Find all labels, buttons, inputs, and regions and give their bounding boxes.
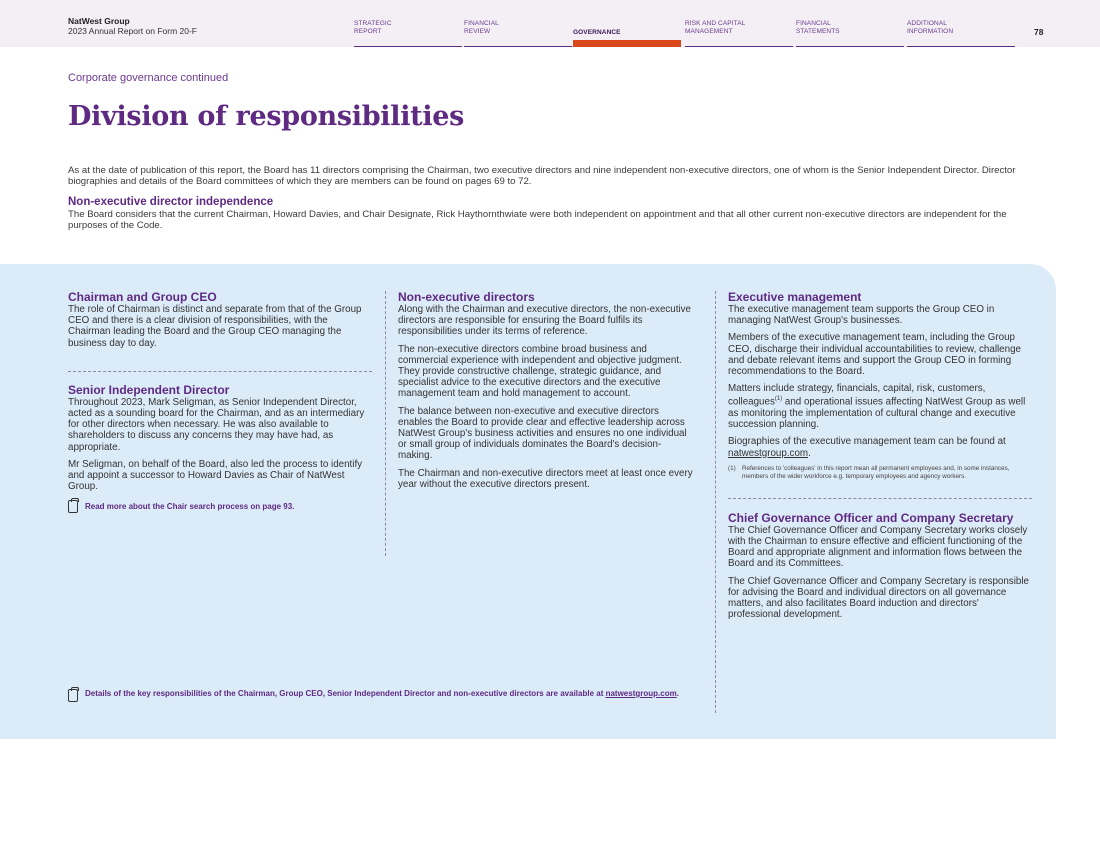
executive-p4 (728, 436, 1032, 458)
document-icon (68, 689, 78, 702)
nav-label: RISK AND CAPITAL (685, 20, 746, 27)
nav-label: REVIEW (464, 27, 491, 35)
document-icon (68, 500, 78, 513)
key-responsibilities-link[interactable] (68, 689, 708, 702)
non-executive-p1: Along with the Chairman and executive directors, the non-executive directors are responsible for ensuring the Board fulfils its responsibilities under its terms of reference. (398, 304, 691, 338)
non-executive-heading: Non-executive directors (398, 290, 535, 304)
chairman-ceo-heading: Chairman and Group CEO (68, 290, 217, 304)
natwestgroup-link[interactable]: natwestgroup.com (605, 689, 677, 698)
nav-label: ADDITIONAL (907, 20, 948, 27)
column-chairman (68, 291, 372, 513)
executive-heading: Executive management (728, 290, 862, 304)
footnote-ref: (1) (774, 396, 783, 403)
report-title: 2023 Annual Report on Form 20-F (68, 26, 197, 36)
nav-label: GOVERNANCE (573, 29, 621, 36)
footnote (728, 465, 1032, 481)
cgo-heading: Chief Governance Officer and Company Secretary (728, 510, 1014, 525)
page-title: Division of responsibilities (68, 101, 465, 132)
breadcrumb: Corporate governance continued (68, 72, 229, 84)
divider (68, 371, 372, 372)
executive-p3-text: and operational issues affecting NatWest Group as well as monitoring the implementation of cultural change and executive succession planning. (728, 396, 1026, 431)
nav-label: INFORMATION (907, 27, 954, 35)
nav-strategic-report[interactable] (354, 20, 462, 47)
natwestgroup-link[interactable]: natwestgroup.com (728, 447, 809, 459)
page-number: 78 (1034, 27, 1044, 37)
divider (728, 498, 1032, 499)
nav-financial-review[interactable] (464, 20, 572, 47)
senior-independent-p2: Mr Seligman, on behalf of the Board, also led the process to identify and appoint a successor to Howard Davies as Chair of NatWest Group. (68, 458, 363, 493)
nav-financial-statements[interactable] (796, 20, 904, 47)
brand (68, 16, 197, 37)
chair-search-link-text: Read more about the Chair search process on page 93. (85, 502, 295, 512)
nav-governance[interactable] (573, 20, 681, 47)
executive-p4-text: Biographies of the executive management team can be found at (728, 436, 1006, 448)
non-executive-p4: The Chairman and non-executive directors meet at least once every year without the executive directors present. (398, 467, 693, 490)
nav-label: REPORT (354, 27, 382, 35)
chair-search-link[interactable] (68, 500, 372, 513)
footnote-mark: (1) (728, 464, 736, 472)
details-text: Details of the key responsibilities of the Chairman, Group CEO, Senior Independent Director and non-executive directors are available at (85, 689, 606, 698)
independence-text: The Board considers that the current Chairman, Howard Davies, and Chair Designate, Rick Haythornthwiate were both independent on appointment and that all other current non-executive directors are independent for the purposes of the Code. (68, 208, 1007, 232)
details-end: . (676, 689, 679, 698)
column-divider (385, 291, 386, 556)
footnote-text: References to 'colleagues' in this report mean all permanent employees and, in some instances, members of the wider workforce e.g. temporary employees and agency workers. (742, 464, 1010, 480)
executive-p3 (728, 383, 1032, 430)
non-executive-p2: The non-executive directors combine broad business and commercial experience with independent and objective judgment. They provide constructive challenge, strategic guidance, and specialist advice to the executive directors and the executive management team and hold management to account. (398, 343, 682, 400)
column-divider (715, 291, 716, 713)
column-non-executive (398, 291, 693, 496)
non-executive-p3: The balance between non-executive and executive directors enables the Board to provide clear and effective leadership across NatWest Group's business activities and ensures no one individual or small group of individuals dominates the Board's decision-making. (398, 405, 687, 462)
chairman-ceo-text: The role of Chairman is distinct and separate from that of the Group CEO and there is a clear division of responsibilities, with the Chairman leading the Board and the Group CEO managing the business day to day. (68, 304, 362, 349)
nav-risk-capital-management[interactable] (685, 20, 793, 47)
column-executive (728, 291, 1032, 626)
executive-p2: Members of the executive management team, including the Group CEO, discharge their individual accountabilities to review, challenge and debate relevant items and support the Group CEO in forming recommendations to the Board. (728, 332, 1021, 378)
intro-section (68, 165, 1038, 232)
key-responsibilities-text (85, 689, 679, 699)
nav-label: FINANCIAL (796, 20, 831, 27)
company-name: NatWest Group (68, 16, 130, 26)
senior-independent-p1: Throughout 2023, Mark Seligman, as Senior Independent Director, acted as a sounding board for the Chairman, and as an intermediary for other directors when necessary. He was also available to shareholders to discuss any concerns they may have had, as appropriate. (68, 396, 365, 453)
cgo-p2: The Chief Governance Officer and Company Secretary is responsible for advising the Board and individual directors on all governance matters, and also facilitates Board induction and directors' professional development. (728, 575, 1029, 621)
executive-p1: The executive management team supports the Group CEO in managing NatWest Group's businesses. (728, 304, 995, 327)
nav-label: MANAGEMENT (685, 27, 733, 35)
nav-label: STATEMENTS (796, 27, 840, 35)
cgo-p1: The Chief Governance Officer and Company Secretary works closely with the Chairman to ensure effective and efficient functioning of the Board and appropriate alignment and information flows between the Board and its Committees. (728, 524, 1028, 570)
executive-p3-text: Matters include strategy, financials, capital, risk, customers, colleagues (728, 383, 986, 408)
nav-label: FINANCIAL (464, 20, 499, 27)
independence-heading: Non-executive director independence (68, 195, 274, 208)
senior-independent-heading: Senior Independent Director (68, 382, 230, 397)
nav-label: STRATEGIC (354, 20, 392, 27)
executive-p4-end: . (808, 447, 811, 459)
intro-paragraph: As at the date of publication of this report, the Board has 11 directors comprising the Chairman, two executive directors and nine independent non-executive directors, one of whom is the Senior Independent Director. Director biographies and details of the Board committees of which they are members can be found on pages 69 to 72. (68, 165, 1016, 188)
nav-additional-information[interactable] (907, 20, 1015, 47)
